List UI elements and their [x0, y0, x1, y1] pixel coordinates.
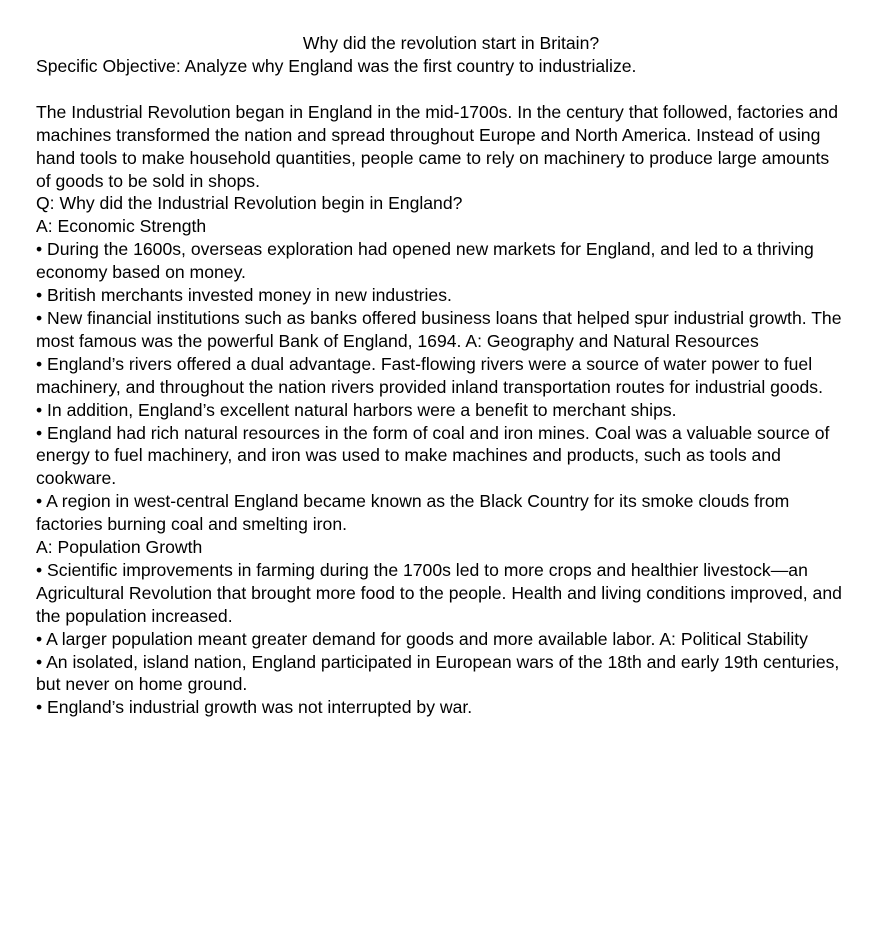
bullet-item: • England’s industrial growth was not interrupted by war.	[36, 697, 473, 718]
bullet-item: • A larger population meant greater demand for goods and more available labor. A: Political Stability	[36, 628, 808, 649]
section-heading-population: A: Population Growth	[36, 537, 203, 558]
question-line: Q: Why did the Industrial Revolution begin in England?	[36, 193, 463, 214]
intro-paragraph: The Industrial Revolution began in England in the mid-1700s. In the century that followed, factories and machines transformed the nation and spread throughout Europe and North America. Instead of using hand tools to make household quantities, people came to rely on machinery to produce large amounts of goods to be sold in shops.	[36, 101, 838, 191]
bullet-item: • Scientific improvements in farming during the 1700s led to more crops and healthier livestock—an Agricultural Revolution that brought more food to the people. Health and living conditions improved, and the population increased.	[36, 559, 842, 626]
document-title: Why did the revolution start in Britain?	[302, 33, 600, 53]
bullet-item: • An isolated, island nation, England participated in European wars of the 18th and early 19th centuries, but never on home ground.	[36, 651, 840, 695]
bullet-item: • New financial institutions such as banks offered business loans that helped spur industrial growth. The most famous was the powerful Bank of England, 1694. A: Geography and Natural Resources	[36, 307, 842, 351]
bullet-item: • British merchants invested money in new industries.	[36, 285, 452, 306]
answer-list	[0, 215, 886, 719]
specific-objective: Specific Objective: Analyze why England was the first country to industrialize.	[36, 55, 637, 76]
bullet-item: • A region in west-central England became known as the Black Country for its smoke clouds from factories burning coal and smelting iron.	[36, 491, 790, 535]
section-heading-economic: A: Economic Strength	[36, 216, 207, 237]
bullet-item: • During the 1600s, overseas exploration had opened new markets for England, and led to a thriving economy based on money.	[36, 239, 814, 283]
paragraph-gap	[0, 78, 886, 101]
bullet-item: • England had rich natural resources in the form of coal and iron mines. Coal was a valuable source of energy to fuel machinery, and iron was used to make machines and products, such as tools and cookware.	[36, 422, 830, 489]
bullet-item: • In addition, England’s excellent natural harbors were a benefit to merchant ships.	[36, 399, 677, 420]
bullet-item: • England’s rivers offered a dual advantage. Fast-flowing rivers were a source of water power to fuel machinery, and throughout the nation rivers provided inland transportation routes for industrial goods.	[36, 353, 823, 397]
